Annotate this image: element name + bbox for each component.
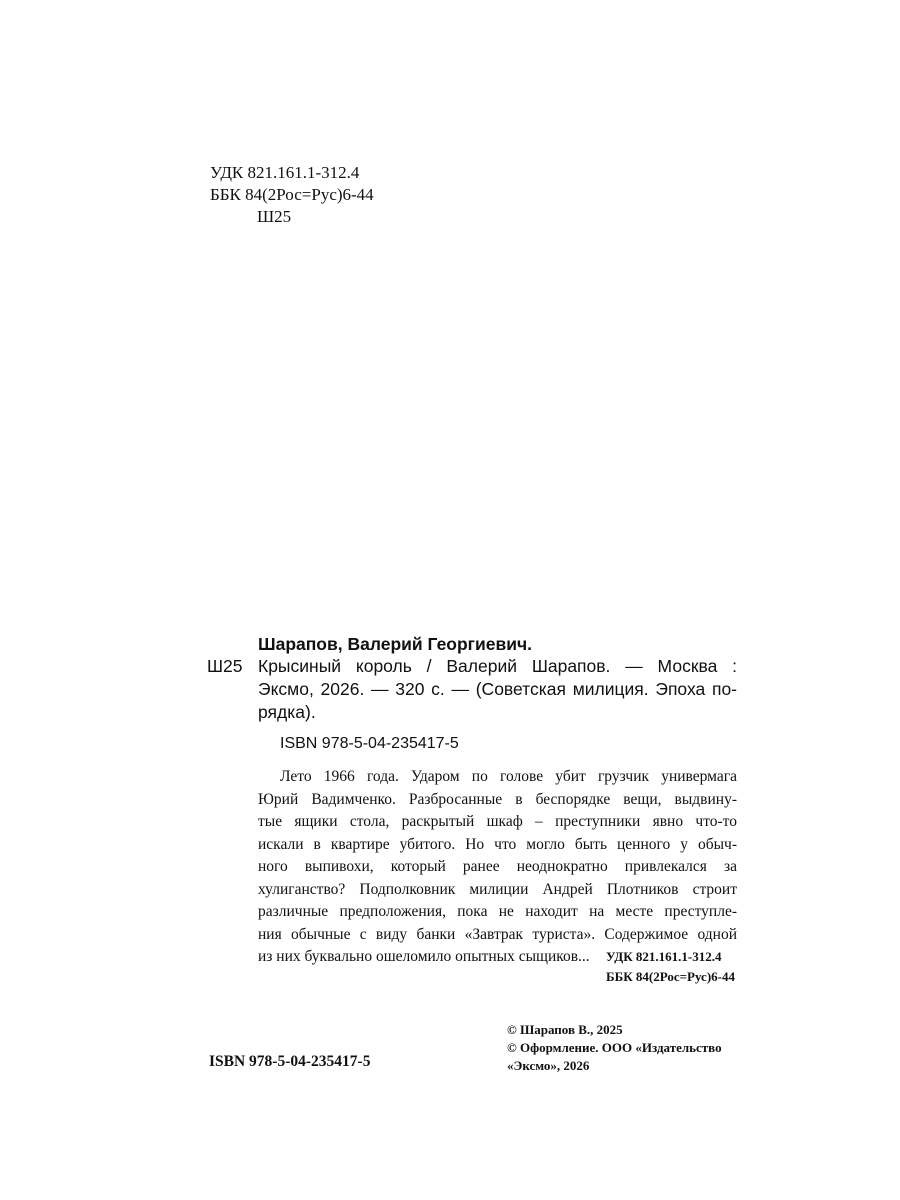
description-line: Эксмо, 2026. — 320 с. — (Советская милиция. Эпоха по- bbox=[258, 679, 737, 699]
udk-code-bold: УДК 821.161.1-312.4 bbox=[606, 949, 722, 964]
annotation-line: тые ящики стола, раскрытый шкаф – преступники явно что-то bbox=[258, 813, 737, 830]
copyright-author: © Шарапов В., 2025 bbox=[507, 1022, 623, 1037]
annotation-line: искали в квартире убитого. Но что могло быть ценного у обыч- bbox=[258, 835, 737, 853]
bbk-code: ББК 84(2Рос=Рус)6-44 bbox=[210, 185, 374, 204]
annotation-line: Лето 1966 года. Ударом по голове убит грузчик универмага bbox=[280, 768, 737, 785]
bibliographic-description bbox=[258, 655, 737, 724]
udk-code: УДК 821.161.1-312.4 bbox=[210, 163, 360, 182]
annotation-line: из них буквально ошеломило опытных сыщиков... bbox=[258, 948, 590, 965]
annotation-line: ного выпивохи, который ранее неоднократно привлекался за bbox=[258, 858, 737, 875]
side-author-mark: Ш25 bbox=[207, 656, 243, 676]
annotation bbox=[258, 766, 737, 969]
annotation-line: различные предположения, пока не находит на месте преступле- bbox=[258, 903, 737, 920]
annotation-line: хулиганство? Подполковник милиции Андрей Плотников строит bbox=[258, 880, 737, 898]
author-heading: Шарапов, Валерий Георгиевич. bbox=[258, 634, 533, 654]
copyright-design: © Оформление. ООО «Издательство bbox=[507, 1040, 722, 1055]
bbk-code-bold: ББК 84(2Рос=Рус)6-44 bbox=[606, 969, 735, 984]
author-mark: Ш25 bbox=[257, 207, 292, 226]
copyright-block bbox=[507, 1021, 722, 1075]
isbn-bold: ISBN 978-5-04-235417-5 bbox=[209, 1053, 371, 1070]
bold-classification-codes bbox=[606, 947, 735, 987]
description-line: Крысиный король / Валерий Шарапов. — Москва : bbox=[258, 656, 737, 676]
copyright-design-cont: «Эксмо», 2026 bbox=[507, 1058, 590, 1073]
top-classification-codes bbox=[210, 162, 374, 228]
isbn-line: ISBN 978-5-04-235417-5 bbox=[280, 735, 459, 752]
annotation-line: Юрий Вадимченко. Разбросанные в беспорядке вещи, выдвину- bbox=[258, 790, 737, 808]
annotation-line: ния обычные с виду банки «Завтрак туриста». Содержимое одной bbox=[258, 925, 737, 943]
description-line: рядка). bbox=[258, 702, 316, 722]
